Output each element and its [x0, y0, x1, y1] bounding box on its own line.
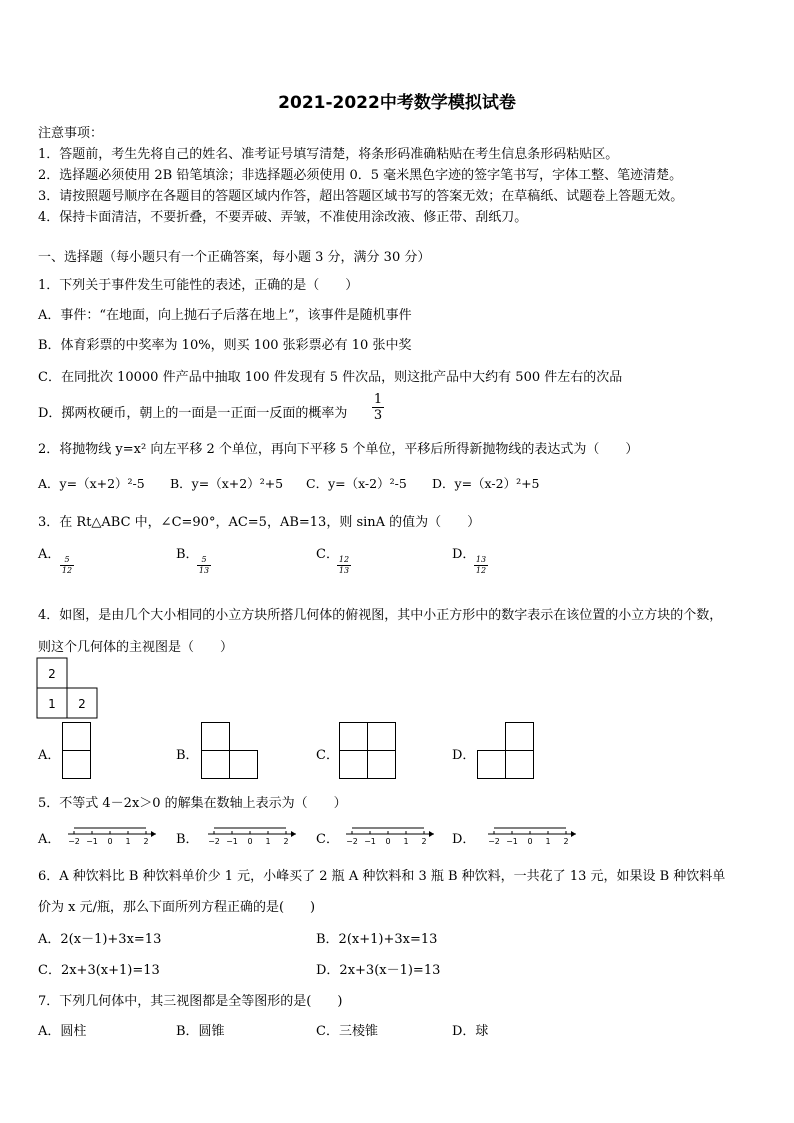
front-view-b — [201, 722, 261, 780]
question-7-option-c: C．三棱锥 — [316, 1024, 378, 1039]
number-line-tick-label: 1 — [545, 837, 551, 846]
number-line-tick-label: 1 — [125, 837, 131, 846]
notice-item: 3．请按照题号顺序在各题目的答题区域内作答，超出答题区域书写的答案无效；在草稿纸、试题卷上答题无效。 — [38, 189, 684, 204]
question-5-option-b: B． — [176, 832, 199, 847]
question-6-stem-cont: 价为 x 元/瓶，那么下面所列方程正确的是( ) — [38, 900, 316, 915]
number-line-tick-label: 0 — [247, 837, 253, 846]
top-view-grid — [36, 656, 106, 720]
number-line-tick-label: −1 — [226, 837, 238, 846]
question-2-option-a: A．y=（x+2）²-5 — [38, 476, 145, 491]
fraction: $\frac{5}{12}$ — [61, 555, 73, 575]
page-title: 2021-2022中考数学模拟试卷 — [278, 93, 516, 113]
number-line-a — [64, 818, 164, 848]
grid-count: 2 — [48, 667, 56, 681]
question-6-option-c: C．2x+3(x+1)=13 — [38, 963, 160, 978]
number-line-tick-label: 1 — [403, 837, 409, 846]
front-view-a — [62, 722, 92, 780]
number-line-tick-label: −2 — [346, 837, 358, 846]
question-2-stem: 2．将抛物线 y=x² 向左平移 2 个单位，再向下平移 5 个单位，平移后所得新抛物线的表达式为（ ） — [38, 442, 639, 457]
number-line-tick-label: −2 — [68, 837, 80, 846]
number-line-tick-label: 0 — [527, 837, 533, 846]
question-7-stem: 7．下列几何体中，其三视图都是全等图形的是( ) — [38, 994, 343, 1009]
question-6-option-b: B．2(x+1)+3x=13 — [316, 932, 438, 947]
question-4-option-d: D． — [452, 748, 476, 763]
front-view-c — [339, 722, 399, 780]
question-3-option-c: C． — [316, 547, 339, 562]
grid-count: 2 — [78, 697, 86, 711]
number-line-tick-label: −2 — [208, 837, 220, 846]
question-7-option-a: A．圆柱 — [38, 1024, 87, 1039]
number-line-tick-label: 2 — [143, 837, 149, 846]
question-3-stem: 3．在 Rt△ABC 中，∠C=90°，AC=5，AB=13，则 sinA 的值为（ ） — [38, 515, 481, 530]
number-line-tick-label: 0 — [385, 837, 391, 846]
question-2-option-d: D．y=（x-2）²+5 — [432, 476, 540, 491]
number-line-tick-label: −1 — [86, 837, 98, 846]
question-6-option-d: D．2x+3(x－1)=13 — [316, 963, 441, 978]
notice-heading: 注意事项： — [38, 126, 104, 141]
question-6-stem: 6．A 种饮料比 B 种饮料单价少 1 元，小峰买了 2 瓶 A 种饮料和 3 瓶 B 种饮料，一共花了 13 元，如果设 B 种饮料单 — [38, 869, 726, 884]
question-1-option-c: C．在同批次 10000 件产品中抽取 100 件发现有 5 件次品，则这批产品中大约有 500 件左右的次品 — [38, 370, 623, 385]
section-heading: 一、选择题（每小题只有一个正确答案，每小题 3 分，满分 30 分） — [38, 250, 431, 265]
number-line-tick-label: −2 — [488, 837, 500, 846]
number-line-tick-label: 2 — [563, 837, 569, 846]
number-line-tick-label: −1 — [364, 837, 376, 846]
question-3-option-d: D． — [452, 547, 476, 562]
question-2-option-b: B．y=（x+2）²+5 — [170, 476, 284, 491]
notice-item: 2．选择题必须使用 2B 铅笔填涂；非选择题必须使用 0．5 毫米黑色字迹的签字笔书写，字体工整、笔迹清楚。 — [38, 168, 683, 183]
question-4-option-a: A． — [38, 748, 61, 763]
question-5-option-a: A． — [38, 832, 61, 847]
fraction: $\frac{5}{13}$ — [198, 555, 210, 575]
fraction-one-third: $\frac{1}{3}$ — [373, 392, 383, 423]
question-5-stem: 5．不等式 4－2x＞0 的解集在数轴上表示为（ ） — [38, 796, 347, 811]
question-6-option-a: A．2(x－1)+3x=13 — [38, 932, 162, 947]
front-view-d — [477, 722, 537, 780]
question-4-option-b: B． — [176, 748, 199, 763]
notice-item: 4．保持卡面清洁，不要折叠，不要弄破、弄皱，不准使用涂改液、修正带、刮纸刀。 — [38, 210, 528, 225]
number-line-d — [484, 818, 584, 848]
question-2-option-c: C．y=（x-2）²-5 — [306, 476, 407, 491]
number-line-tick-label: −1 — [506, 837, 518, 846]
number-line-arrow — [151, 831, 156, 837]
question-7-option-b: B．圆锥 — [176, 1024, 225, 1039]
grid-count: 1 — [48, 697, 56, 711]
number-line-tick-label: 1 — [265, 837, 271, 846]
fraction: $\frac{13}{12}$ — [475, 555, 487, 575]
question-4-option-c: C． — [316, 748, 339, 763]
notice-item: 1．答题前，考生先将自己的姓名、准考证号填写清楚，将条形码准确粘贴在考生信息条形码粘贴区。 — [38, 147, 619, 162]
question-1-option-d: D．掷两枚硬币，朝上的一面是一正面一反面的概率为 — [38, 406, 348, 421]
question-1-option-a: A．事件：“在地面，向上抛石子后落在地上”，该事件是随机事件 — [38, 308, 412, 323]
question-1-stem: 1．下列关于事件发生可能性的表述，正确的是（ ） — [38, 278, 359, 293]
question-5-option-c: C． — [316, 832, 339, 847]
question-4-stem: 4．如图，是由几个大小相同的小立方块所搭几何体的俯视图，其中小正方形中的数字表示在该位置的小立方块的个数， — [38, 608, 723, 623]
number-line-arrow — [571, 831, 576, 837]
number-line-arrow — [429, 831, 434, 837]
question-3-option-a: A． — [38, 547, 61, 562]
number-line-c — [342, 818, 442, 848]
number-line-tick-label: 2 — [283, 837, 289, 846]
question-7-option-d: D．球 — [452, 1024, 489, 1039]
number-line-tick-label: 2 — [421, 837, 427, 846]
number-line-b — [204, 818, 304, 848]
question-3-option-b: B． — [176, 547, 199, 562]
number-line-tick-label: 0 — [107, 837, 113, 846]
question-4-stem-cont: 则这个几何体的主视图是（ ） — [38, 640, 234, 655]
fraction: $\frac{12}{13}$ — [338, 555, 350, 575]
number-line-arrow — [291, 831, 296, 837]
question-1-option-b: B．体育彩票的中奖率为 10%，则买 100 张彩票必有 10 张中奖 — [38, 338, 412, 353]
question-5-option-d: D． — [452, 832, 476, 847]
